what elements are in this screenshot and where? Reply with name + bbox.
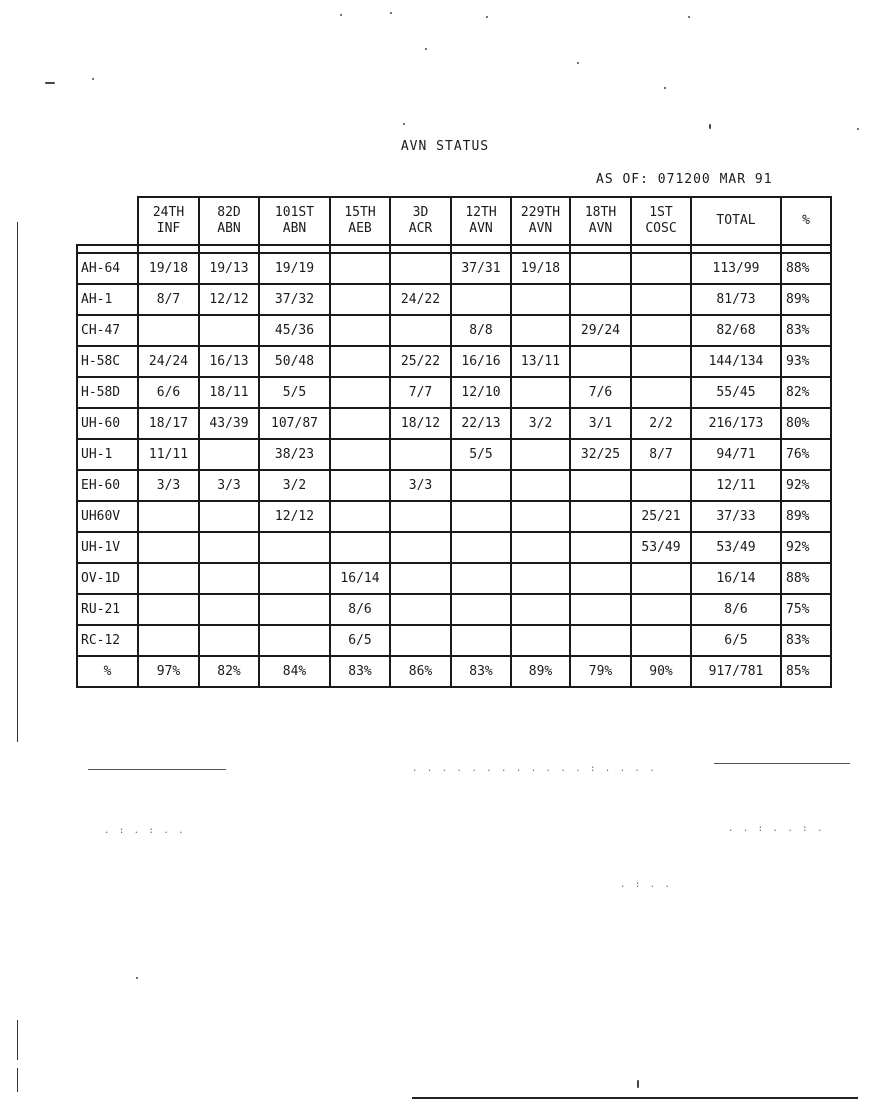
table-cell: 82/68 [691,315,781,346]
table-cell: 16/16 [451,346,511,377]
row-label: UH60V [77,501,138,532]
column-header-line: 15TH [344,205,376,220]
table-cell: 82% [199,656,259,687]
column-header-line: 12TH [465,205,497,220]
table-cell: 37/32 [259,284,330,315]
column-header-line: 18TH [584,205,617,220]
percent-cell: 83% [781,315,831,346]
scan-speck [390,12,392,14]
table-cell: 50/48 [259,346,330,377]
table-cell [390,563,451,594]
table-cell [570,625,631,656]
row-label: % [77,656,138,687]
row-label: UH-60 [77,408,138,439]
table-cell: 11/11 [138,439,199,470]
column-header-line: ABN [282,221,307,236]
column-header-line: 24TH [152,205,185,220]
table-cell [451,532,511,563]
table-cell: 6/5 [330,625,390,656]
row-label: EH-60 [77,470,138,501]
table-cell: 25/21 [631,501,691,532]
table-cell [330,408,390,439]
table-cell: 84% [259,656,330,687]
column-header [631,197,691,245]
scan-speck [577,62,579,64]
table-cell [199,594,259,625]
table-cell [511,563,570,594]
table-cell [570,563,631,594]
table-cell: 45/36 [259,315,330,346]
table-cell [570,501,631,532]
scan-noise: . . : . . : . [728,824,825,834]
table-cell [631,315,691,346]
column-header-line: ACR [408,221,433,236]
column-header [390,197,451,245]
table-cell [570,532,631,563]
table-cell [511,532,570,563]
column-header-line: TOTAL [716,213,756,228]
table-cell: 18/11 [199,377,259,408]
table-cell [511,470,570,501]
table-cell: 216/173 [691,408,781,439]
column-header-line: 229TH [520,205,561,220]
table-cell: 7/7 [390,377,451,408]
table-cell [451,594,511,625]
table-cell: 24/24 [138,346,199,377]
table-cell [570,284,631,315]
scan-speck [425,48,427,50]
table-cell [631,253,691,284]
table-row [77,253,831,284]
document-title: AVN STATUS [400,139,490,154]
percent-cell: 92% [781,470,831,501]
column-header-line: AVN [588,221,613,236]
table-row [77,594,831,625]
row-label: RC-12 [77,625,138,656]
table-cell: 8/7 [631,439,691,470]
scan-speck [857,128,859,130]
table-cell: 22/13 [451,408,511,439]
table-cell: 37/31 [451,253,511,284]
percent-cell: 93% [781,346,831,377]
table-cell: 2/2 [631,408,691,439]
column-header-line: AVN [528,221,553,236]
table-cell: 3/2 [511,408,570,439]
table-cell [631,563,691,594]
table-cell [511,625,570,656]
table-cell: 19/18 [511,253,570,284]
percent-cell: 75% [781,594,831,625]
column-header-line: AVN [469,221,493,236]
row-label: RU-21 [77,594,138,625]
table-cell: 917/781 [691,656,781,687]
table-cell [199,315,259,346]
table-cell: 13/11 [511,346,570,377]
column-header-line: ABN [217,221,241,236]
table-cell: 83% [451,656,511,687]
table-cell: 89% [511,656,570,687]
table-cell: 16/13 [199,346,259,377]
scan-noise: . . . . . . . . . . . . : . . . . [412,764,657,774]
scan-speck [486,16,488,18]
scan-speck [688,16,690,18]
table-cell: 5/5 [451,439,511,470]
table-cell: 18/12 [390,408,451,439]
percent-cell: 89% [781,284,831,315]
table-cell: 8/8 [451,315,511,346]
row-label: OV-1D [77,563,138,594]
column-header-line: INF [156,221,181,236]
table-cell [390,501,451,532]
table-row [77,532,831,563]
table-cell [631,625,691,656]
table-cell [511,377,570,408]
table-cell [199,501,259,532]
table-cell [451,625,511,656]
table-cell: 19/13 [199,253,259,284]
scan-speck [709,124,711,129]
table-cell [199,439,259,470]
table-cell: 90% [631,656,691,687]
table-row [77,284,831,315]
table-row [77,315,831,346]
table-cell [390,625,451,656]
table-cell: 6/6 [138,377,199,408]
table-cell [330,346,390,377]
column-header-line: 82D [217,205,241,220]
table-cell [259,563,330,594]
table-cell [631,346,691,377]
table-cell: 55/45 [691,377,781,408]
scan-speck [637,1080,639,1088]
percent-cell: 92% [781,532,831,563]
table-row [77,408,831,439]
table-cell [138,501,199,532]
header-gap [77,245,831,253]
table-cell: 3/1 [570,408,631,439]
table-cell: 3/2 [259,470,330,501]
table-cell: 3/3 [390,470,451,501]
table-cell: 38/23 [259,439,330,470]
avn-status-table [76,196,832,688]
scan-speck [340,14,342,16]
column-header [138,197,199,245]
column-header [511,197,570,245]
table-cell: 3/3 [138,470,199,501]
percent-cell: 88% [781,563,831,594]
table-cell [138,625,199,656]
table-cell: 12/12 [259,501,330,532]
table-cell: 144/134 [691,346,781,377]
scan-speck [45,82,55,84]
table-cell [259,625,330,656]
table-row [77,439,831,470]
column-header-line: 101ST [274,205,315,220]
table-cell: 3/3 [199,470,259,501]
scan-speck [92,78,94,80]
column-header [199,197,259,245]
table-row [77,346,831,377]
table-cell [451,284,511,315]
row-label: H-58C [77,346,138,377]
table-cell: 37/33 [691,501,781,532]
row-label: UH-1V [77,532,138,563]
table-cell [511,315,570,346]
table-cell [390,439,451,470]
table-cell [199,532,259,563]
table-cell [631,470,691,501]
percent-cell: 88% [781,253,831,284]
table-cell: 24/22 [390,284,451,315]
table-cell: 25/22 [390,346,451,377]
table-cell: 5/5 [259,377,330,408]
table-cell [199,625,259,656]
table-cell [330,532,390,563]
table-row [77,377,831,408]
table-cell: 32/25 [570,439,631,470]
table-cell: 86% [390,656,451,687]
table-row [77,625,831,656]
column-header [781,197,831,245]
scan-margin-line [17,222,18,742]
table-cell: 16/14 [691,563,781,594]
scan-margin-line [17,1068,18,1092]
table-cell [138,532,199,563]
table-cell: 19/18 [138,253,199,284]
table-cell: 6/5 [691,625,781,656]
percent-cell: 82% [781,377,831,408]
table-cell: 94/71 [691,439,781,470]
row-label: UH-1 [77,439,138,470]
scan-bottom-line [412,1097,858,1099]
table-cell: 8/6 [330,594,390,625]
column-header-line: 3D [412,205,429,220]
table-cell: 83% [330,656,390,687]
column-header [691,197,781,245]
table-cell [451,470,511,501]
percent-cell: 85% [781,656,831,687]
row-label: AH-1 [77,284,138,315]
table-cell [199,563,259,594]
table-cell: 97% [138,656,199,687]
table-row [77,470,831,501]
scan-noise: . : . : . . [104,826,186,836]
scan-margin-line [17,1020,18,1060]
table-row [77,656,831,687]
table-cell: 53/49 [691,532,781,563]
table-cell [330,501,390,532]
column-header [570,197,631,245]
column-header [259,197,330,245]
table-cell [259,532,330,563]
table-cell [138,563,199,594]
table-cell: 107/87 [259,408,330,439]
table-cell [330,284,390,315]
table-cell [451,501,511,532]
row-label: AH-64 [77,253,138,284]
column-header [330,197,390,245]
scan-speck [403,123,405,125]
percent-cell: 83% [781,625,831,656]
scan-speck [664,87,666,89]
table-row [77,501,831,532]
column-header-line: % [802,213,810,228]
column-header [451,197,511,245]
table-row [77,563,831,594]
table-cell [330,253,390,284]
header-corner [77,197,138,245]
table-cell: 53/49 [631,532,691,563]
table-cell [570,594,631,625]
table-cell [570,470,631,501]
redacted-line [88,769,226,770]
table-cell [390,253,451,284]
percent-cell: 80% [781,408,831,439]
table-cell: 18/17 [138,408,199,439]
row-label: CH-47 [77,315,138,346]
table-cell: 19/19 [259,253,330,284]
table-cell: 12/11 [691,470,781,501]
table-cell [511,284,570,315]
table-cell: 16/14 [330,563,390,594]
table-cell [330,377,390,408]
scan-speck [136,977,138,979]
table-cell [631,594,691,625]
redacted-line [714,763,850,764]
table-cell [631,377,691,408]
table-cell [570,253,631,284]
table-cell: 7/6 [570,377,631,408]
column-header-line: 1ST [649,205,673,220]
table-cell: 12/10 [451,377,511,408]
table-cell [330,470,390,501]
table-cell [511,501,570,532]
table-cell [631,284,691,315]
as-of-date: AS OF: 071200 MAR 91 [596,172,773,187]
table-cell: 29/24 [570,315,631,346]
table-cell [330,315,390,346]
table-cell [390,315,451,346]
table-cell [330,439,390,470]
table-cell [511,439,570,470]
table-cell [259,594,330,625]
table-cell: 8/6 [691,594,781,625]
row-label: H-58D [77,377,138,408]
table-cell [138,315,199,346]
table-header-row [77,197,831,245]
table-cell [570,346,631,377]
table-cell: 79% [570,656,631,687]
table-cell [511,594,570,625]
table-cell: 81/73 [691,284,781,315]
table-cell: 12/12 [199,284,259,315]
column-header-line: AEB [348,221,372,236]
table-cell: 8/7 [138,284,199,315]
table-cell: 113/99 [691,253,781,284]
scan-noise: . : . . [620,880,672,890]
table-cell [451,563,511,594]
table-cell: 43/39 [199,408,259,439]
column-header-line: COSC [645,221,677,236]
table-cell [390,532,451,563]
percent-cell: 76% [781,439,831,470]
percent-cell: 89% [781,501,831,532]
table-cell [390,594,451,625]
table-cell [138,594,199,625]
